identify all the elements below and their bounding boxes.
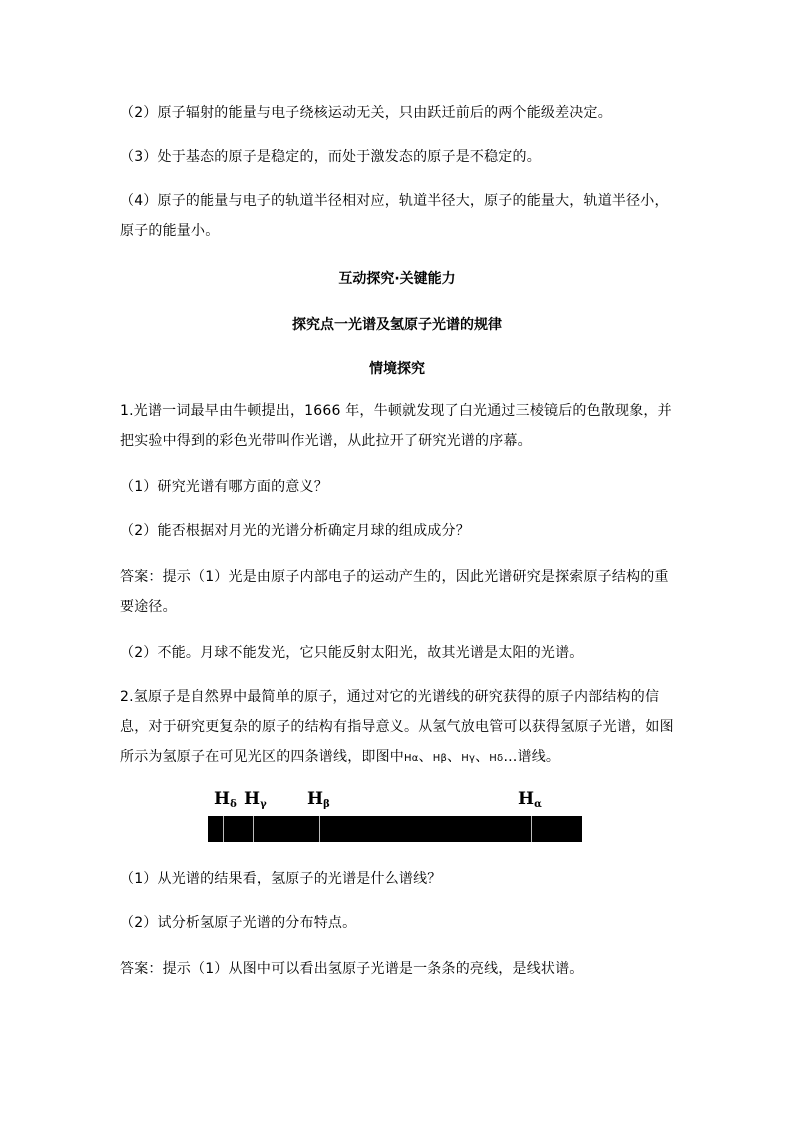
spectral-line-h-delta [223, 816, 224, 842]
question-2-answer-1: 答案：提示（1）从图中可以看出氢原子光谱是一条条的亮线，是线状谱。 [120, 961, 584, 977]
spectral-line-h-beta [319, 816, 320, 842]
label-h-gamma [244, 789, 267, 810]
question-1-sub-2: （2）能否根据对月光的光谱分析确定月球的组成成分？ [120, 523, 470, 539]
inline-line-h-beta: Hβ [432, 753, 448, 764]
label-h-beta-base: H [307, 789, 324, 809]
question-2-intro [120, 682, 680, 774]
inline-line-h-delta: Hδ [489, 753, 504, 764]
inline-line-h-alpha: Hα [404, 753, 419, 764]
spectral-line-h-gamma [253, 816, 254, 842]
label-h-gamma-sub: γ [260, 799, 267, 810]
scenario-heading: 情境探究 [369, 361, 425, 377]
spectrum-bar [208, 816, 582, 842]
inline-sep-3: 、 [475, 749, 490, 765]
question-2-sub-1: （1）从光谱的结果看，氢原子的光谱是什么谱线？ [120, 871, 442, 887]
inline-sep-1: 、 [418, 749, 433, 765]
question-1-intro: 1.光谱一词最早由牛顿提出，1666 年，牛顿就发现了白光通过三棱镜后的色散现象，并把实验中得到的彩色光带叫作光谱，从此拉开了研究光谱的序幕。 [120, 403, 672, 449]
label-h-beta-sub: β [323, 799, 330, 810]
label-h-alpha [518, 789, 542, 810]
question-2-intro-tail: …谱线。 [503, 749, 561, 765]
label-h-alpha-sub: α [534, 799, 542, 810]
question-2-intro-text: 2.氢原子是自然界中最简单的原子，通过对它的光谱线的研究获得的原子内部结构的信息，对于研究更复杂的原子的结构有指导意义。从氢气放电管可以获得氢原子光谱，如图所示为氢原子在可见光区的四条谱线，即图中 [120, 689, 674, 765]
label-h-delta-sub: δ [230, 799, 237, 810]
question-2-sub-2: （2）试分析氢原子光谱的分布特点。 [120, 915, 357, 931]
paragraph-2: （2）原子辐射的能量与电子绕核运动无关，只由跃迁前后的两个能级差决定。 [120, 105, 612, 121]
question-1-answer-1: 答案：提示（1）光是由原子内部电子的运动产生的，因此光谱研究是探索原子结构的重要途径。 [120, 569, 669, 615]
topic-heading: 探究点一光谱及氢原子光谱的规律 [292, 317, 502, 333]
paragraph-4: （4）原子的能量与电子的轨道半径相对应，轨道半径大，原子的能量大，轨道半径小，原子的能量小。 [120, 193, 669, 239]
label-h-delta [214, 789, 237, 810]
label-h-beta [307, 789, 330, 810]
section-heading: 互动探究·关键能力 [338, 271, 456, 287]
inline-sep-2: 、 [447, 749, 462, 765]
label-h-gamma-base: H [244, 789, 261, 809]
inline-line-h-gamma: Hγ [461, 753, 476, 764]
question-1-answer-2: （2）不能。月球不能发光，它只能反射太阳光，故其光谱是太阳的光谱。 [120, 645, 584, 661]
paragraph-3: （3）处于基态的原子是稳定的，而处于激发态的原子是不稳定的。 [120, 149, 541, 165]
label-h-delta-base: H [214, 789, 231, 809]
spectral-line-h-alpha [531, 816, 532, 842]
label-h-alpha-base: H [518, 789, 535, 809]
question-1-sub-1: （1）研究光谱有哪方面的意义？ [120, 479, 328, 495]
